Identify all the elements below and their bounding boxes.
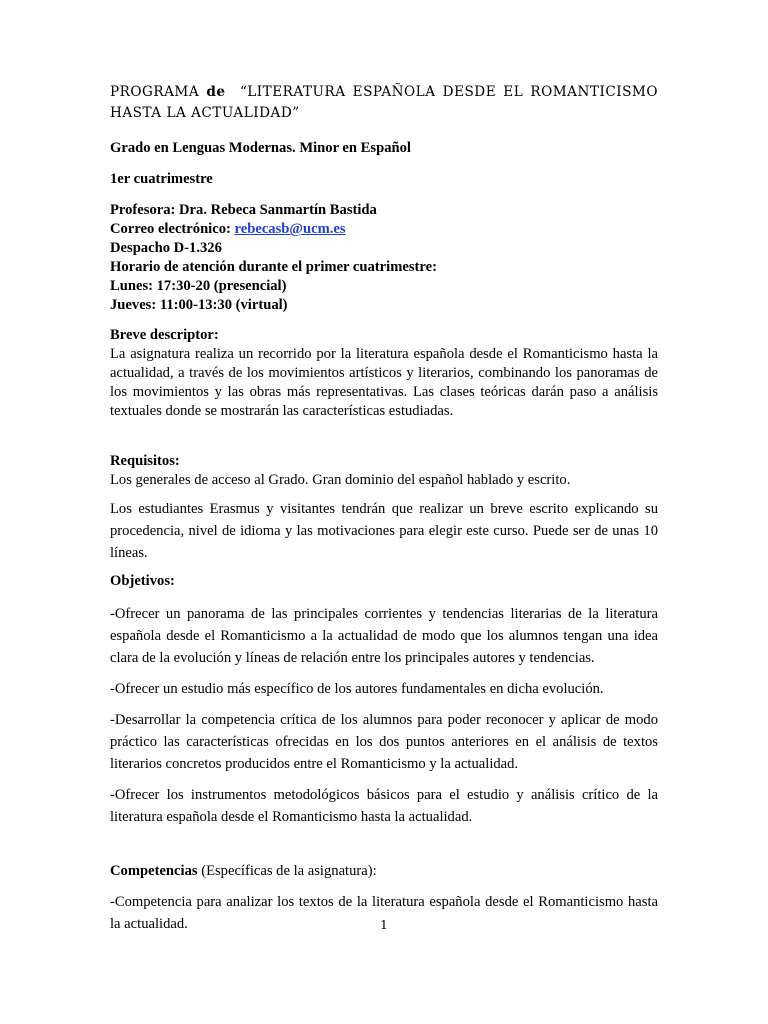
competencias-heading: Competencias	[110, 863, 198, 879]
descriptor-text: La asignatura realiza un recorrido por la literatura española desde el Romanticismo hasta la actualidad, a través de los movimientos artísticos y literarios, combinando los panoramas de los movimientos y las obras más representativas. Las clases teóricas darán paso a análisis textuales donde se mostrarán las características estudiadas.	[110, 346, 658, 419]
competencias-note: (Específicas de la asignatura):	[197, 863, 377, 879]
descriptor-heading: Breve descriptor:	[110, 327, 219, 343]
objetivo-item: -Desarrollar la competencia crítica de los alumnos para poder reconocer y aplicar de modo práctico las características ofrecidas en los dos puntos anteriores en el análisis de textos literarios concretos producidos entre el Romanticismo y la actualidad.	[110, 712, 658, 772]
teacher-block	[110, 201, 658, 315]
page-content	[110, 82, 658, 935]
requisitos-text-2: Los estudiantes Erasmus y visitantes tendrán que realizar un breve escrito explicando su procedencia, nivel de idioma y las motivaciones para elegir este curso. Puede ser de unas 10 líneas.	[110, 501, 658, 561]
requisitos-heading: Requisitos:	[110, 453, 180, 469]
descriptor-section	[110, 326, 658, 421]
hours-monday: Lunes: 17:30-20 (presencial)	[110, 278, 287, 294]
email-label: Correo electrónico:	[110, 221, 231, 237]
objetivos-heading: Objetivos:	[110, 573, 175, 589]
requisitos-text-1: Los generales de acceso al Grado. Gran dominio del español hablado y escrito.	[110, 472, 571, 488]
office-line: Despacho D-1.326	[110, 240, 222, 256]
teacher-name: Profesora: Dra. Rebeca Sanmartín Bastida	[110, 202, 377, 218]
objetivos-section	[110, 572, 658, 828]
degree-line: Grado en Lenguas Modernas. Minor en Español	[110, 140, 411, 156]
objetivo-item: -Ofrecer un estudio más específico de los autores fundamentales en dicha evolución.	[110, 681, 604, 697]
competencias-heading-line	[110, 862, 658, 881]
email-link[interactable]: rebecasb@ucm.es	[234, 221, 346, 237]
objetivo-item: -Ofrecer los instrumentos metodológicos básicos para el estudio y análisis crítico de la literatura española desde el Romanticismo hasta la actualidad.	[110, 787, 658, 825]
page-number: 1	[380, 918, 388, 932]
competencia-item: -Competencia para analizar los textos de la literatura española desde el Romanticismo hasta la actualidad.	[110, 894, 658, 932]
title-programa: PROGRAMA	[110, 84, 200, 100]
document-title	[110, 82, 658, 124]
title-de: de	[206, 84, 226, 100]
email-line	[110, 220, 658, 239]
hours-title: Horario de atención durante el primer cuatrimestre:	[110, 259, 437, 275]
requisitos-section	[110, 452, 658, 564]
hours-thursday: Jueves: 11:00-13:30 (virtual)	[110, 297, 288, 313]
objetivo-item: -Ofrecer un panorama de las principales corrientes y tendencias literarias de la literatura española desde el Romanticismo a la actualidad de modo que los alumnos tengan una idea clara de la evolución y líneas de relación entre los principales autores y tendencias.	[110, 606, 658, 666]
title-course: “LITERATURA ESPAÑOLA DESDE EL ROMANTICISMO HASTA LA ACTUALIDAD”	[110, 84, 658, 121]
term-line: 1er cuatrimestre	[110, 171, 213, 187]
